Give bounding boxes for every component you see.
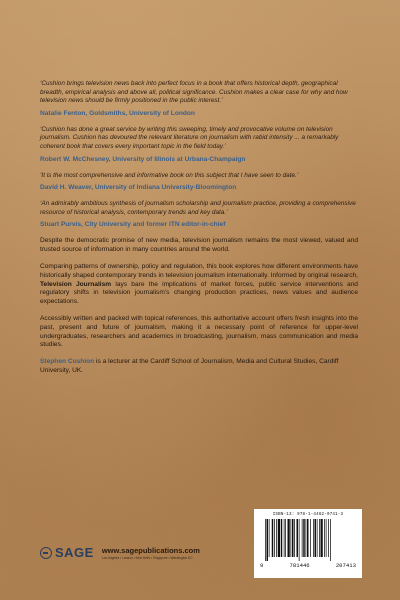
- barcode-bar: [328, 519, 329, 557]
- review-quote-4: ‘An admirably ambitious synthesis of journalism scholarship and journalism practice, providing a comprehensive resource of historical analysis, contemporary trends and key data.’: [40, 200, 356, 216]
- barcode-bar: [276, 519, 277, 557]
- publisher-cities: Los Angeles • London • New Delhi • Singapore • Washington DC: [101, 555, 193, 560]
- barcode-bar: [267, 519, 269, 561]
- barcode-panel: [254, 509, 362, 578]
- barcode-bar: [272, 519, 274, 557]
- barcode-bar: [294, 519, 295, 557]
- description-paragraph-2-start: Comparing patterns of ownership, policy and regulation, this book explores how different environments have historically shaped contemporary trends in television journalism internationally. Informed by original research,: [40, 262, 358, 279]
- book-title-inline: Television Journalism: [40, 280, 112, 288]
- isbn-text: ISBN-13: 978-1-4462-0741-3: [272, 513, 344, 517]
- publisher-info: [102, 546, 200, 560]
- barcode-digits: [260, 562, 356, 569]
- barcode-bar: [297, 519, 299, 557]
- review-attribution-4: Stuart Purvis, City University and former ITN editor-in-chief: [40, 221, 226, 229]
- barcode-bar: [265, 519, 266, 561]
- review-quote-3: ‘It is the most comprehensive and informative book on this subject that I have seen to date.’: [40, 171, 299, 179]
- description-paragraph-1: Despite the democratic promise of new media, television journalism remains the most viewed, valued and trusted source of information in many countries around the world.: [40, 237, 358, 254]
- barcode-bar: [299, 519, 300, 561]
- barcode-bar: [269, 519, 270, 557]
- barcode-bar: [284, 519, 285, 557]
- description-paragraph-3: Accessibly written and packed with topical references, this authoritative account offers fresh insights into the past, present and future of journalism, making it a necessary point of reference for upper-level undergraduates, researchers and academics in broadcasting, journalism, mass communication and media studies.: [40, 314, 358, 349]
- barcode-left-digits: 781446: [289, 562, 310, 569]
- review-quote-1: ‘Cushion brings television news back into perfect focus in a book that offers historical depth, geographical breadth, empirical analysis and above all, political significance. Cushion makes a clear case for why and how television news should be firmly positioned in the public interest.’: [40, 80, 348, 105]
- cover-text: [40, 80, 358, 376]
- barcode-bar: [302, 519, 303, 557]
- review-attribution-3: David H. Weaver, University of Indiana University-Bloomington: [40, 184, 237, 192]
- barcode-bar: [324, 519, 325, 557]
- barcode-bar: [303, 519, 305, 557]
- author-bio: [40, 358, 358, 376]
- review-attribution-1: Natalie Fenton, Goldsmiths, University of London: [40, 109, 195, 117]
- barcode-bar: [315, 519, 317, 557]
- sage-logo-icon: [40, 547, 52, 559]
- barcode-bar: [292, 519, 294, 557]
- barcode-bar: [285, 519, 286, 557]
- barcode-first-digit: 9: [260, 562, 264, 569]
- barcode-right-digits: 207413: [335, 562, 356, 569]
- publisher-block: [40, 545, 200, 560]
- barcode-bar: [317, 519, 318, 557]
- author-bio-text: is a lecturer at the Cardiff School of Journalism, Media and Cultural Studies, Cardiff University, UK.: [40, 358, 339, 374]
- barcode-bar: [321, 519, 323, 557]
- barcode-bar: [319, 519, 320, 557]
- barcode-bar: [330, 519, 331, 561]
- barcode-bar: [313, 519, 314, 557]
- barcode-bar: [288, 519, 290, 557]
- barcode-bar: [291, 519, 292, 557]
- review-quote-2: ‘Cushion has done a great service by writing this sweeping, timely and provocative volume on television journalism. Cushion has devoured the relevant literature on journalism with rabid intensity ... a remarkably coherent book that covers every important topic in the field today.’: [40, 125, 339, 150]
- author-name: Stephen Cushion: [40, 358, 95, 366]
- sage-logo-text: SAGE: [55, 545, 94, 560]
- publisher-url: www.sagepublications.com: [101, 545, 200, 555]
- barcode-bar: [281, 519, 283, 557]
- barcode-bar: [278, 519, 280, 557]
- sage-logo: [40, 545, 94, 560]
- barcode-bar: [307, 519, 309, 557]
- barcode-bar: [274, 519, 275, 557]
- barcode-bar: [310, 519, 311, 557]
- barcode-bar: [326, 519, 327, 557]
- review-attribution-2: Robert W. McChesney, University of Illinois at Urbana-Champaign: [40, 155, 246, 163]
- barcode-icon: [263, 519, 353, 561]
- description-paragraph-2-end: lays bare the implications of market forces, public service interventions and regulatory shifts in television journalism’s changing production practices, news values and audience expectations.: [40, 280, 358, 306]
- description-paragraph-2: [40, 263, 358, 307]
- barcode-bar: [306, 519, 307, 557]
